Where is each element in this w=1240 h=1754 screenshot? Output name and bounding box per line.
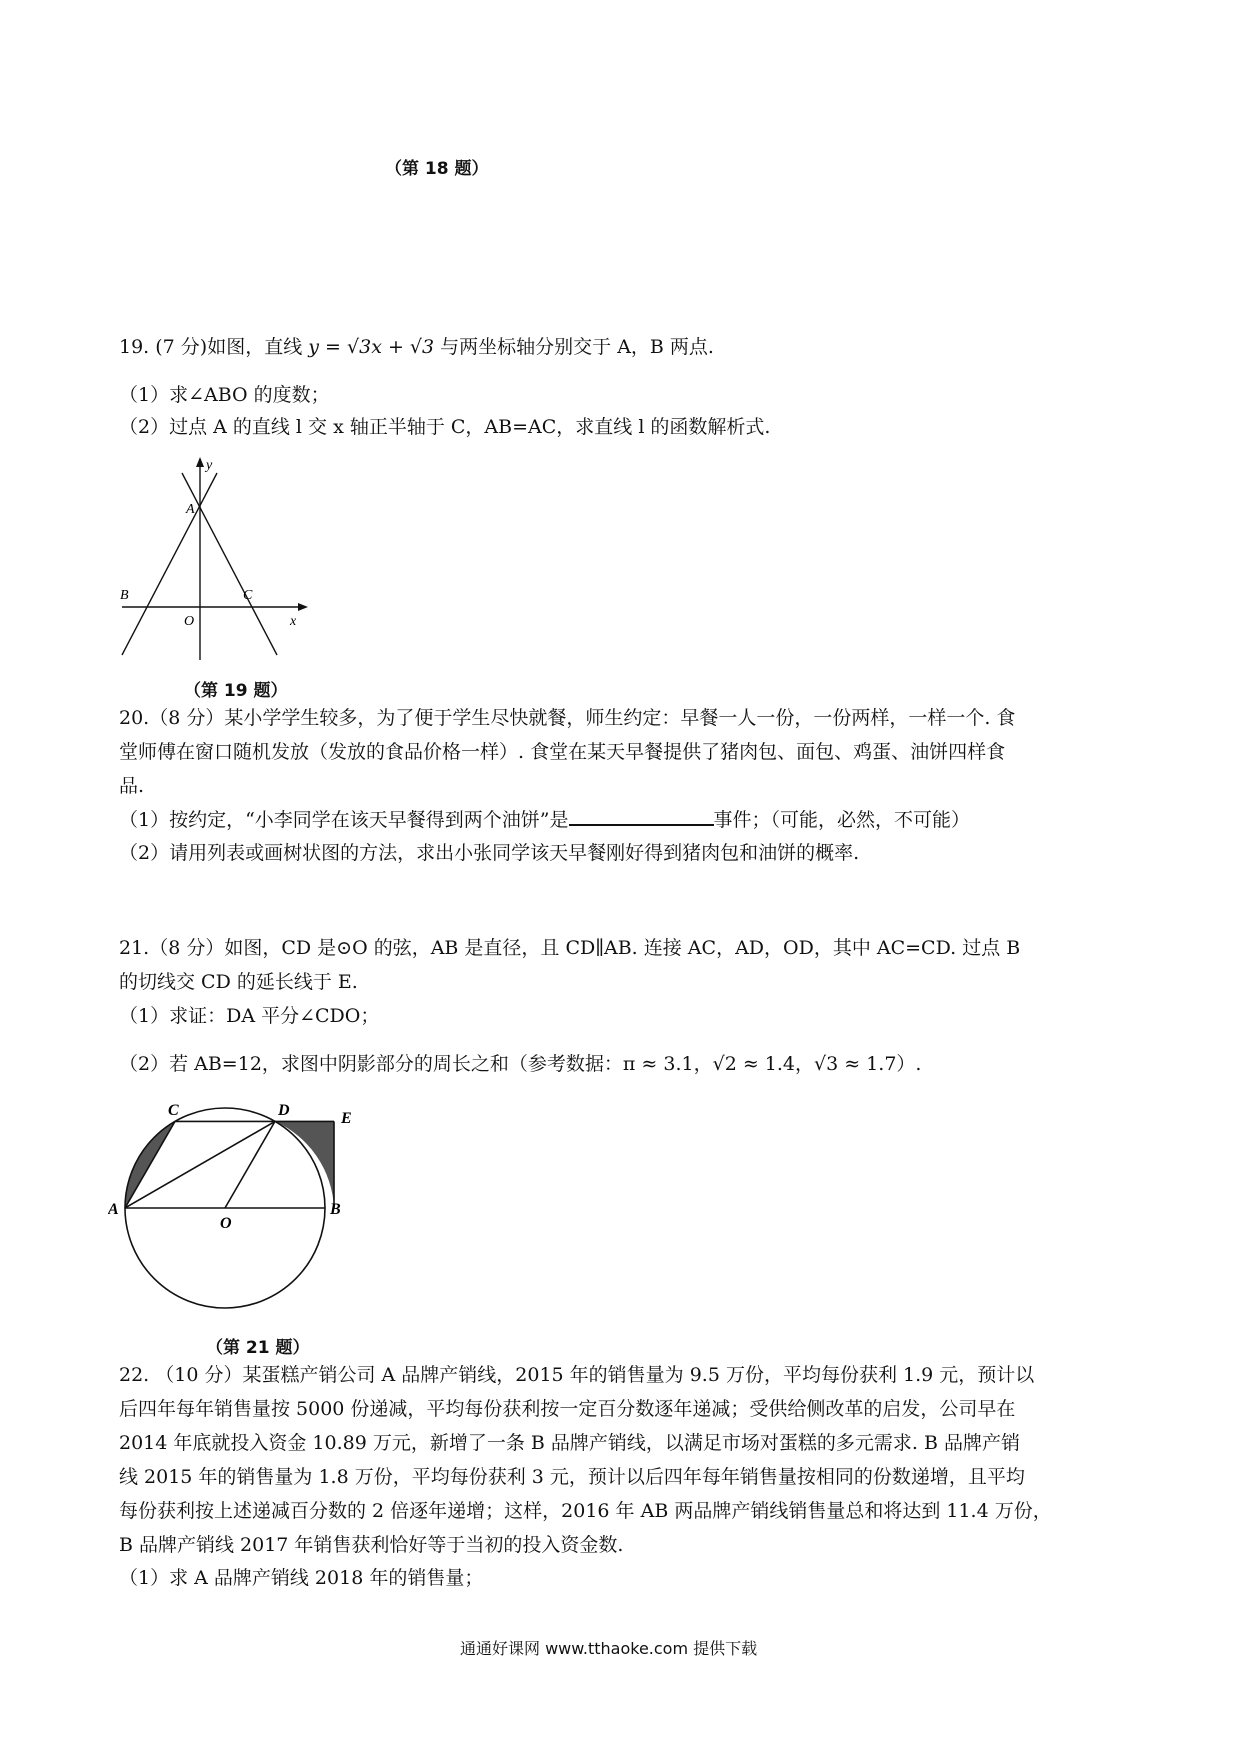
line-ac [182, 473, 277, 655]
label-a: A [186, 502, 195, 517]
q22-line5: 每份获利按上述递减百分数的 2 倍逐年递增；这样，2016 年 AB 两品牌产销线销售量总和将达到 11.4 万份， [119, 1500, 1052, 1522]
q19-stem-suffix: 与两坐标轴分别交于 A，B 两点. [440, 336, 714, 358]
x-axis-arrow [298, 603, 308, 611]
q21-figure [108, 1097, 368, 1322]
q19-stem [119, 334, 714, 360]
q21-caption: （第 21 题） [206, 1338, 310, 1358]
q19-equation: y = √3x + √3 [308, 336, 435, 358]
label-o: O [220, 1215, 232, 1232]
q21-part1: （1）求证：DA 平分∠CDO； [119, 1005, 380, 1027]
label-x: x [290, 614, 297, 629]
q19-caption: （第 19 题） [184, 681, 288, 701]
q20-part1-suffix: 事件；（可能，必然，不可能） [713, 809, 971, 831]
q22-line2: 后四年每年销售量按 5000 份递减，平均每份获利按一定百分数逐年递减；受供给侧改革的启发，公司早在 [119, 1398, 1016, 1420]
q21-part2: （2）若 AB=12，求图中阴影部分的周长之和（参考数据：π ≈ 3.1，√2 ≈ 1.4，√3 ≈ 1.7）. [119, 1053, 922, 1075]
chord-ac [125, 1121, 175, 1208]
q18-caption: （第 18 题） [385, 159, 489, 179]
q19-figure [112, 455, 312, 665]
q22-part1: （1）求 A 品牌产销线 2018 年的销售量； [119, 1567, 484, 1589]
label-o: O [184, 614, 195, 629]
label-b: B [330, 1201, 341, 1218]
q20-part1 [119, 806, 970, 833]
label-b: B [120, 588, 129, 603]
q20-line1: 20.（8 分）某小学学生较多，为了便于学生尽快就餐，师生约定：早餐一人一份，一份两样，一样一个. 食 [119, 707, 1016, 729]
q19-part2: （2）过点 A 的直线 l 交 x 轴正半轴于 C，AB=AC，求直线 l 的函数解析式. [119, 416, 771, 438]
answer-blank [569, 806, 714, 826]
q19-stem-prefix: 19. (7 分)如图，直线 [119, 336, 303, 358]
label-d: D [278, 1102, 290, 1119]
q22-line3: 2014 年底就投入资金 10.89 万元，新增了一条 B 品牌产销线，以满足市场对蛋糕的多元需求. B 品牌产销 [119, 1432, 1020, 1454]
q22-line1: 22. （10 分）某蛋糕产销公司 A 品牌产销线，2015 年的销售量为 9.5 万份，平均每份获利 1.9 元，预计以 [119, 1364, 1035, 1386]
y-axis-arrow [196, 457, 204, 467]
q20-line3: 品. [119, 775, 145, 797]
q20-part2: （2）请用列表或画树状图的方法，求出小张同学该天早餐刚好得到猪肉包和油饼的概率. [119, 842, 860, 864]
q20-line2: 堂师傅在窗口随机发放（发放的食品价格一样）. 食堂在某天早餐提供了猪肉包、面包、鸡蛋、油饼四样食 [119, 741, 1006, 763]
q22-line4: 线 2015 年的销售量为 1.8 万份，平均每份获利 3 元，预计以后四年每年销售量按相同的份数递增，且平均 [119, 1466, 1025, 1488]
label-c: C [243, 588, 253, 603]
label-a: A [108, 1201, 119, 1218]
q21-line1: 21.（8 分）如图，CD 是⊙O 的弦，AB 是直径，且 CD∥AB. 连接 AC，AD，OD，其中 AC=CD. 过点 B [119, 937, 1021, 959]
q20-part1-prefix: （1）按约定，“小李同学在该天早餐得到两个油饼”是 [119, 809, 569, 831]
shaded-region-dbe [275, 1121, 334, 1208]
label-y: y [206, 458, 213, 473]
q21-line2: 的切线交 CD 的延长线于 E. [119, 971, 358, 993]
label-e: E [341, 1110, 352, 1127]
label-c: C [168, 1102, 179, 1119]
radius-od [225, 1121, 275, 1208]
line-ab [122, 473, 217, 655]
q22-line6: B 品牌产销线 2017 年销售获利恰好等于当初的投入资金数. [119, 1534, 624, 1556]
page-footer: 通通好课网 www.tthaoke.com 提供下载 [460, 1639, 758, 1658]
q19-part1: （1）求∠ABO 的度数； [119, 384, 330, 406]
